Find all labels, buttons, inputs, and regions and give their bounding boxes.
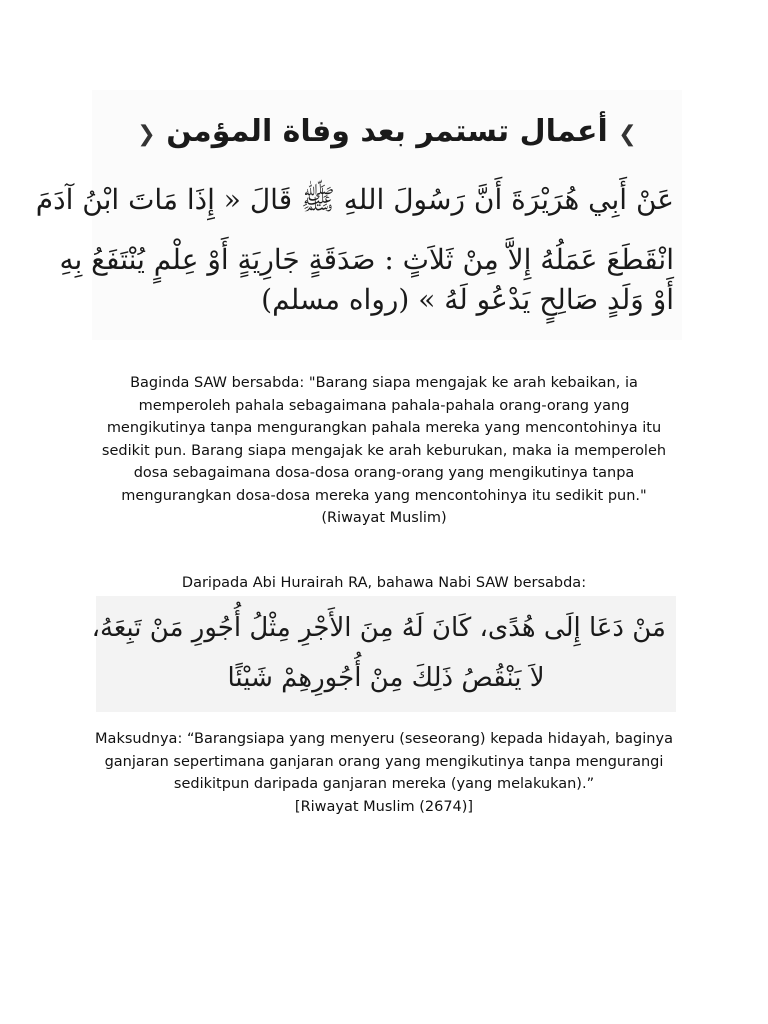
ornament-right-icon: ❯ [618, 122, 637, 147]
citation: [Riwayat Muslim (2674)] [294, 798, 474, 815]
arabic-hadith-2-line-2: لاَ يَنْقُصُ ذَلِكَ مِنْ أُجُورِهِمْ شَيْئًا [227, 663, 545, 693]
malay-translation-2 [84, 728, 684, 818]
text-line: sedikitpun daripada ganjaran mereka (yang melakukan).” [173, 776, 595, 792]
text-line: Maksudnya: “Barangsiapa yang menyeru (seseorang) kepada hidayah, baginya [95, 731, 673, 747]
arabic-hadith-image-1 [35, 90, 682, 340]
ornament-left-icon: ❮ [137, 122, 156, 147]
malay-translation-1 [84, 372, 684, 530]
citation: (Riwayat Muslim) [321, 510, 447, 526]
text-line: mengurangkan dosa-dosa mereka yang mencontohinya itu sedikit pun." [121, 487, 647, 504]
arabic-title-text: أعمال تستمر بعد وفاة المؤمن [166, 114, 608, 149]
intro-line: Daripada Abi Hurairah RA, bahawa Nabi SAW bersabda: [181, 575, 587, 591]
arabic-hadith-line-2: انْقَطَعَ عَمَلُهُ إِلاَّ مِنْ ثَلاَثٍ : صَدَقَةٍ جَارِيَةٍ أَوْ عِلْمٍ يُنْتَفَعُ بِهِ [59, 243, 674, 276]
arabic-title [92, 110, 682, 157]
arabic-hadith-line-1: عَنْ أَبِي هُرَيْرَةَ أَنَّ رَسُولَ اللهِ ﷺ قَالَ « إِذَا مَاتَ ابْنُ آدَمَ [35, 183, 674, 216]
text-line: sedikit pun. Barang siapa mengajak ke arah keburukan, maka ia memperoleh [101, 442, 667, 459]
text-line: ganjaran sepertimana ganjaran orang yang mengikutinya tanpa mengurangi [104, 753, 664, 770]
arabic-hadith-line-3: أَوْ وَلَدٍ صَالِحٍ يَدْعُو لَهُ » (رواه مسلم) [261, 283, 674, 316]
arabic-hadith-2-line-1: مَنْ دَعَا إِلَى هُدًى، كَانَ لَهُ مِنَ الأَجْرِ مِثْلُ أُجُورِ مَنْ تَبِعَهُ، [91, 613, 666, 643]
text-line: memperoleh pahala sebagaimana pahala-pahala orang-orang yang [138, 397, 630, 414]
text-line: mengikutinya tanpa mengurangkan pahala mereka yang mencontohinya itu [106, 420, 662, 436]
arabic-hadith-image-2 [91, 596, 676, 712]
text-line: Baginda SAW bersabda: "Barang siapa mengajak ke arah kebaikan, ia [130, 375, 638, 391]
text-line: dosa sebagaimana dosa-dosa orang-orang yang mengikutinya tanpa [133, 465, 635, 481]
